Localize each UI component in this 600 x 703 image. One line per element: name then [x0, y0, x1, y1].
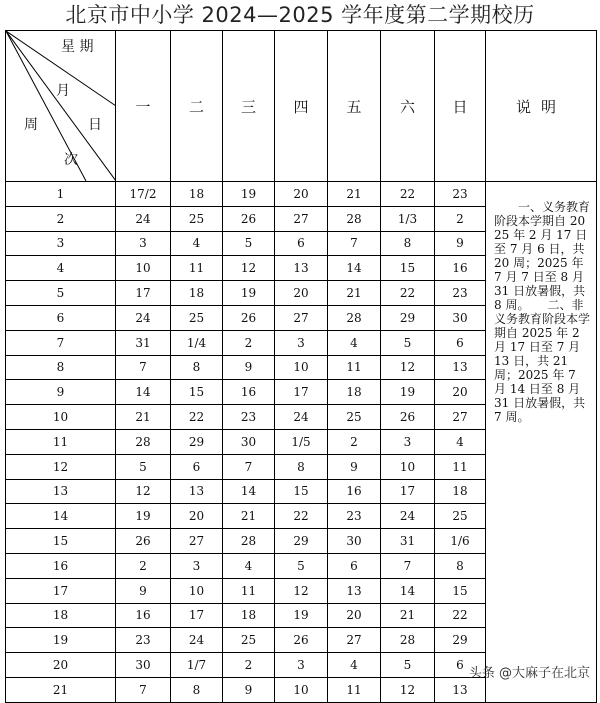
weekday-thu: 四: [275, 31, 328, 182]
date-cell: 13: [435, 355, 486, 380]
date-cell: 15: [435, 578, 486, 603]
date-cell: 20: [328, 603, 381, 628]
date-cell: 26: [275, 628, 328, 653]
date-cell: 16: [328, 479, 381, 504]
date-cell: 28: [328, 305, 381, 330]
date-cell: 18: [223, 603, 275, 628]
date-cell: 6: [171, 454, 223, 479]
date-cell: 18: [328, 380, 381, 405]
week-number-cell: 8: [6, 355, 116, 380]
date-cell: 23: [435, 182, 486, 207]
date-cell: 8: [381, 231, 435, 256]
week-rows: [6, 182, 597, 703]
date-cell: 17: [381, 479, 435, 504]
week-number-cell: 9: [6, 380, 116, 405]
date-cell: 24: [116, 305, 171, 330]
date-cell: 14: [223, 479, 275, 504]
date-cell: 3: [116, 231, 171, 256]
calendar-table: [5, 30, 597, 703]
date-cell: 2: [223, 330, 275, 355]
date-cell: 6: [328, 553, 381, 578]
date-cell: 4: [171, 231, 223, 256]
notes-header: 说明: [486, 31, 597, 182]
date-cell: 4: [328, 330, 381, 355]
date-cell: 30: [435, 305, 486, 330]
date-cell: 2: [223, 653, 275, 678]
notes-cell: 一、义务教育阶段本学期自 2025 年 2 月 17 日至 7 月 6 日，共 20 周；2025 年 7 月 7 日至 8 月 31 日放暑假，共 8 周。 二、非义务教育阶段本学期自 2025 年 2 月 17 日至 7 月 13 日，共 21 周；2025 年 7 月 14 日至 8 月 31 日放暑假，共 7 周。: [486, 182, 597, 703]
date-cell: 6: [435, 330, 486, 355]
date-cell: 21: [328, 281, 381, 306]
date-cell: 8: [171, 355, 223, 380]
date-cell: 26: [223, 305, 275, 330]
diag-label-yue: 月: [56, 83, 70, 99]
date-cell: 1/7: [171, 653, 223, 678]
date-cell: 24: [381, 504, 435, 529]
date-cell: 29: [435, 628, 486, 653]
week-number-cell: 14: [6, 504, 116, 529]
date-cell: 7: [116, 677, 171, 702]
date-cell: 5: [223, 231, 275, 256]
date-cell: 23: [223, 405, 275, 430]
date-cell: 14: [116, 380, 171, 405]
date-cell: 30: [223, 429, 275, 454]
date-cell: 12: [223, 256, 275, 281]
header-row: [6, 31, 597, 182]
date-cell: 12: [275, 578, 328, 603]
date-cell: 30: [116, 653, 171, 678]
date-cell: 5: [275, 553, 328, 578]
week-number-cell: 7: [6, 330, 116, 355]
date-cell: 21: [116, 405, 171, 430]
date-cell: 13: [328, 578, 381, 603]
table-row: [6, 182, 597, 207]
diag-label-zhou: 周: [24, 117, 38, 133]
date-cell: 19: [116, 504, 171, 529]
date-cell: 24: [116, 206, 171, 231]
date-cell: 11: [171, 256, 223, 281]
date-cell: 27: [328, 628, 381, 653]
watermark: 头条 @大麻子在北京: [468, 666, 590, 681]
date-cell: 12: [116, 479, 171, 504]
weekday-tue: 二: [171, 31, 223, 182]
date-cell: 17: [116, 281, 171, 306]
date-cell: 28: [223, 529, 275, 554]
date-cell: 22: [381, 281, 435, 306]
date-cell: 20: [275, 281, 328, 306]
date-cell: 15: [171, 380, 223, 405]
date-cell: 28: [328, 206, 381, 231]
date-cell: 29: [171, 429, 223, 454]
date-cell: 9: [223, 355, 275, 380]
date-cell: 12: [381, 677, 435, 702]
date-cell: 22: [171, 405, 223, 430]
date-cell: 9: [435, 231, 486, 256]
date-cell: 6: [435, 653, 486, 678]
date-cell: 1/5: [275, 429, 328, 454]
date-cell: 27: [435, 405, 486, 430]
date-cell: 3: [275, 330, 328, 355]
week-number-cell: 10: [6, 405, 116, 430]
date-cell: 8: [275, 454, 328, 479]
date-cell: 15: [381, 256, 435, 281]
date-cell: 25: [435, 504, 486, 529]
weekday-mon: 一: [116, 31, 171, 182]
date-cell: 9: [223, 677, 275, 702]
date-cell: 27: [275, 305, 328, 330]
date-cell: 26: [223, 206, 275, 231]
date-cell: 20: [171, 504, 223, 529]
date-cell: 17: [275, 380, 328, 405]
date-cell: 19: [381, 380, 435, 405]
date-cell: 25: [223, 628, 275, 653]
week-number-cell: 11: [6, 429, 116, 454]
date-cell: 5: [116, 454, 171, 479]
page-title: 北京市中小学 2024—2025 学年度第二学期校历: [65, 3, 535, 27]
date-cell: 31: [381, 529, 435, 554]
date-cell: 10: [275, 677, 328, 702]
date-cell: 29: [381, 305, 435, 330]
date-cell: 19: [223, 182, 275, 207]
date-cell: 25: [328, 405, 381, 430]
date-cell: 18: [171, 281, 223, 306]
weekday-sat: 六: [381, 31, 435, 182]
week-number-cell: 13: [6, 479, 116, 504]
date-cell: 7: [328, 231, 381, 256]
date-cell: 5: [381, 330, 435, 355]
date-cell: 31: [116, 330, 171, 355]
week-number-cell: 19: [6, 628, 116, 653]
date-cell: 8: [171, 677, 223, 702]
date-cell: 23: [328, 504, 381, 529]
date-cell: 12: [381, 355, 435, 380]
date-cell: 2: [116, 553, 171, 578]
date-cell: 22: [381, 182, 435, 207]
diag-label-ri: 日: [88, 117, 102, 133]
week-number-cell: 15: [6, 529, 116, 554]
week-number-cell: 5: [6, 281, 116, 306]
date-cell: 18: [171, 182, 223, 207]
date-cell: 13: [171, 479, 223, 504]
date-cell: 11: [328, 677, 381, 702]
date-cell: 19: [275, 603, 328, 628]
date-cell: 22: [275, 504, 328, 529]
date-cell: 17: [171, 603, 223, 628]
date-cell: 3: [381, 429, 435, 454]
date-cell: 14: [328, 256, 381, 281]
date-cell: 3: [275, 653, 328, 678]
date-cell: 16: [435, 256, 486, 281]
date-cell: 15: [275, 479, 328, 504]
date-cell: 17/2: [116, 182, 171, 207]
date-cell: 30: [328, 529, 381, 554]
date-cell: 1/6: [435, 529, 486, 554]
week-number-cell: 18: [6, 603, 116, 628]
week-number-cell: 4: [6, 256, 116, 281]
date-cell: 23: [116, 628, 171, 653]
date-cell: 1/4: [171, 330, 223, 355]
date-cell: 24: [171, 628, 223, 653]
week-number-cell: 1: [6, 182, 116, 207]
date-cell: 22: [435, 603, 486, 628]
date-cell: 9: [116, 578, 171, 603]
date-cell: 11: [435, 454, 486, 479]
weekday-sun: 日: [435, 31, 486, 182]
date-cell: 4: [435, 429, 486, 454]
date-cell: 23: [435, 281, 486, 306]
date-cell: 1/3: [381, 206, 435, 231]
date-cell: 18: [435, 479, 486, 504]
date-cell: 27: [171, 529, 223, 554]
week-number-cell: 6: [6, 305, 116, 330]
date-cell: 26: [116, 529, 171, 554]
date-cell: 20: [275, 182, 328, 207]
date-cell: 25: [171, 305, 223, 330]
weekday-fri: 五: [328, 31, 381, 182]
diagonal-header-cell: [6, 31, 116, 182]
date-cell: 11: [328, 355, 381, 380]
date-cell: 16: [116, 603, 171, 628]
week-number-cell: 3: [6, 231, 116, 256]
date-cell: 27: [275, 206, 328, 231]
date-cell: 4: [328, 653, 381, 678]
date-cell: 10: [171, 578, 223, 603]
date-cell: 3: [171, 553, 223, 578]
date-cell: 21: [223, 504, 275, 529]
date-cell: 19: [223, 281, 275, 306]
week-number-cell: 17: [6, 578, 116, 603]
date-cell: 7: [381, 553, 435, 578]
date-cell: 5: [381, 653, 435, 678]
date-cell: 10: [116, 256, 171, 281]
date-cell: 2: [435, 206, 486, 231]
date-cell: 28: [116, 429, 171, 454]
date-cell: 4: [223, 553, 275, 578]
date-cell: 21: [328, 182, 381, 207]
date-cell: 21: [381, 603, 435, 628]
week-number-cell: 12: [6, 454, 116, 479]
date-cell: 10: [381, 454, 435, 479]
date-cell: 20: [435, 380, 486, 405]
date-cell: 13: [275, 256, 328, 281]
week-number-cell: 2: [6, 206, 116, 231]
date-cell: 26: [381, 405, 435, 430]
diag-label-ci: 次: [64, 152, 78, 168]
date-cell: 16: [223, 380, 275, 405]
diag-label-xingqi: 星 期: [61, 39, 94, 55]
weekday-wed: 三: [223, 31, 275, 182]
date-cell: 24: [275, 405, 328, 430]
date-cell: 7: [116, 355, 171, 380]
date-cell: 29: [275, 529, 328, 554]
week-number-cell: 16: [6, 553, 116, 578]
date-cell: 13: [435, 677, 486, 702]
date-cell: 10: [275, 355, 328, 380]
date-cell: 6: [275, 231, 328, 256]
week-number-cell: 20: [6, 653, 116, 678]
date-cell: 25: [171, 206, 223, 231]
date-cell: 9: [328, 454, 381, 479]
week-number-cell: 21: [6, 677, 116, 702]
date-cell: 7: [223, 454, 275, 479]
date-cell: 2: [328, 429, 381, 454]
date-cell: 11: [223, 578, 275, 603]
date-cell: 8: [435, 553, 486, 578]
date-cell: 28: [381, 628, 435, 653]
date-cell: 14: [381, 578, 435, 603]
